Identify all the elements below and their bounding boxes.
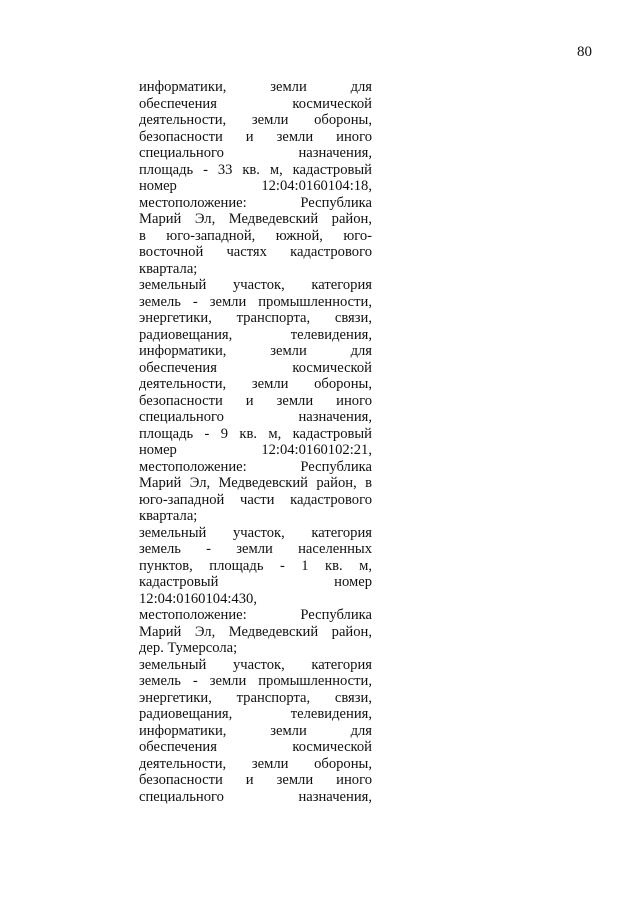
text-line: безопасности и земли иного bbox=[139, 772, 372, 788]
text-line: земельный участок, категория bbox=[139, 524, 372, 541]
text-line: площадь - 9 кв. м, кадастровый bbox=[139, 425, 372, 442]
text-line: 12:04:0160104:430, bbox=[139, 590, 257, 607]
text-line: Марий Эл, Медведевский район, bbox=[139, 623, 372, 640]
text-line: деятельности, земли обороны, bbox=[139, 755, 372, 772]
text-line: обеспечения космической bbox=[139, 739, 372, 755]
text-line: номер 12:04:0160104:18, bbox=[139, 178, 372, 194]
text-line: земель - земли промышленности, bbox=[139, 673, 372, 689]
text-line: специального назначения, bbox=[139, 788, 372, 805]
text-line: восточной частях кадастрового bbox=[139, 244, 372, 260]
text-line: юго-западной части кадастрового bbox=[139, 491, 372, 508]
text-line: квартала; bbox=[139, 508, 198, 524]
text-line: Марий Эл, Медведевский район, bbox=[139, 211, 372, 227]
text-line: площадь - 33 кв. м, кадастровый bbox=[139, 161, 372, 178]
text-line: земель - земли промышленности, bbox=[139, 293, 372, 310]
body-text-column bbox=[139, 79, 372, 805]
text-line: в юго-западной, южной, юго- bbox=[139, 227, 372, 244]
text-line: специального назначения, bbox=[139, 409, 372, 425]
text-line: деятельности, земли обороны, bbox=[139, 112, 372, 128]
page-number: 80 bbox=[577, 44, 592, 60]
text-line: информатики, земли для bbox=[139, 722, 372, 739]
text-line: Марий Эл, Медведевский район, в bbox=[139, 475, 372, 491]
text-line: информатики, земли для bbox=[139, 343, 372, 359]
text-line: безопасности и земли иного bbox=[139, 128, 372, 145]
text-line: энергетики, транспорта, связи, bbox=[139, 689, 372, 706]
text-line: местоположение: Республика bbox=[139, 194, 372, 211]
text-line: пунктов, площадь - 1 кв. м, bbox=[139, 557, 372, 574]
text-line: кадастровый номер bbox=[139, 574, 372, 590]
text-line: обеспечения космической bbox=[139, 95, 372, 112]
text-line: радиовещания, телевидения, bbox=[139, 326, 372, 343]
text-line: земельный участок, категория bbox=[139, 277, 372, 293]
text-line: квартала; bbox=[139, 260, 198, 277]
text-line: дер. Тумерсола; bbox=[139, 640, 238, 656]
text-line: номер 12:04:0160102:21, bbox=[139, 442, 372, 458]
text-line: радиовещания, телевидения, bbox=[139, 706, 372, 722]
text-line: информатики, земли для bbox=[139, 79, 372, 95]
text-line: местоположение: Республика bbox=[139, 458, 372, 475]
text-line: земель - земли населенных bbox=[139, 541, 372, 557]
text-line: деятельности, земли обороны, bbox=[139, 376, 372, 392]
text-line: энергетики, транспорта, связи, bbox=[139, 310, 372, 326]
text-line: обеспечения космической bbox=[139, 359, 372, 376]
text-line: земельный участок, категория bbox=[139, 656, 372, 673]
text-line: специального назначения, bbox=[139, 145, 372, 161]
text-line: местоположение: Республика bbox=[139, 607, 372, 623]
text-line: безопасности и земли иного bbox=[139, 392, 372, 409]
